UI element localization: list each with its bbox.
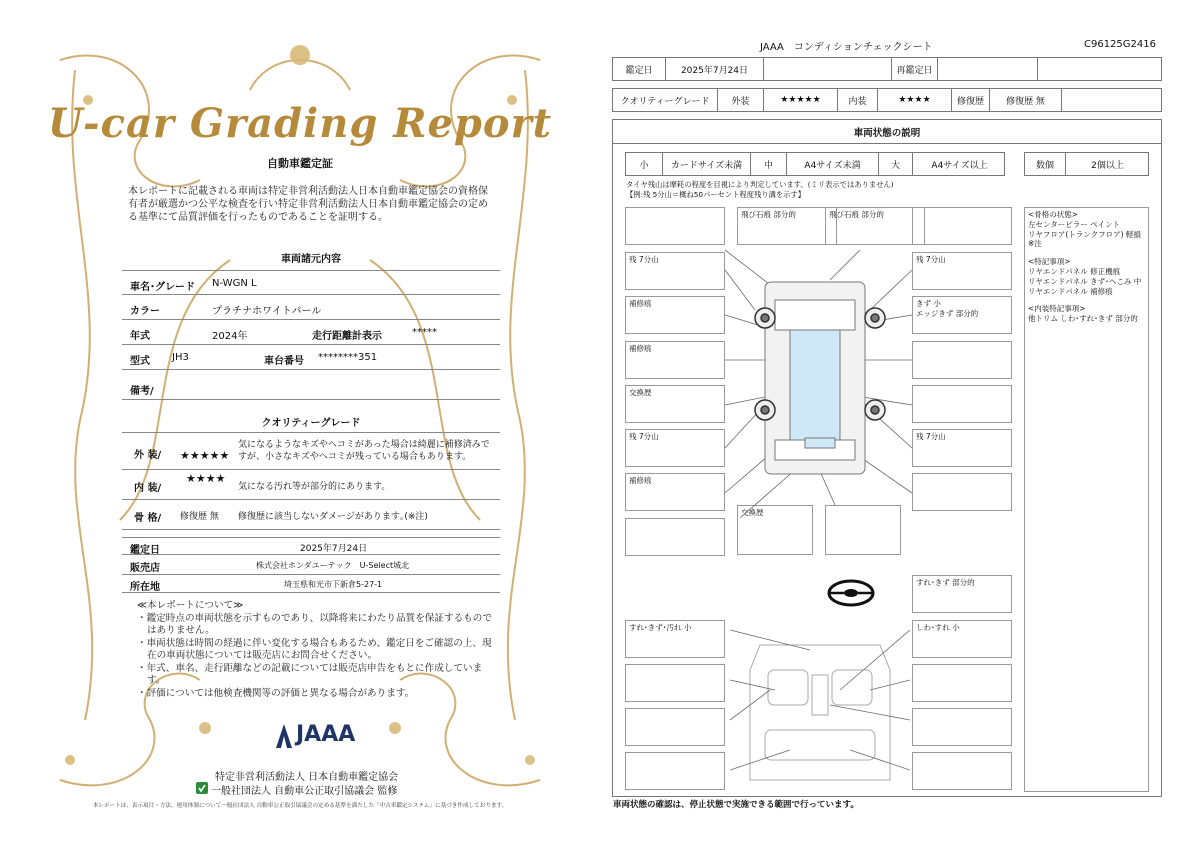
special-notes-box: [1024, 207, 1149, 792]
row-frame: [122, 500, 500, 530]
jaaa-logo-icon: [274, 722, 294, 750]
row-date: [122, 537, 500, 555]
sheet-footer: 車両状態の確認は、停止状態で実施できる範囲で行っています。: [613, 800, 859, 810]
value-mileage: *****: [412, 327, 437, 338]
label-ext: 外装: [717, 89, 763, 111]
row-interior: [122, 470, 500, 500]
size-small: 小: [639, 160, 649, 171]
value-redate: [937, 58, 1037, 80]
ext-box-r2: 残 7分山: [912, 252, 1012, 290]
size-legend: [625, 152, 1005, 176]
car-interior-diagram: [730, 630, 910, 790]
int-box-l3: [625, 708, 725, 746]
value-color: プラチナホワイトパール: [212, 306, 322, 317]
note-line: ※注: [1028, 239, 1042, 249]
label-color: カラー: [130, 306, 160, 317]
empty-cell: [1061, 89, 1163, 111]
value-repair: 修復歴 無: [989, 89, 1061, 111]
label-model: 型式: [130, 356, 150, 367]
label-redate: 再鑑定日: [891, 58, 937, 80]
int-box-steering: すれ･きず 部分的: [912, 575, 1012, 613]
value-car-name: N-WGN L: [212, 278, 257, 289]
value-model: JH3: [172, 352, 189, 363]
ext-box-b2: 交換歴: [737, 505, 813, 555]
label-quality: クオリティーグレード: [620, 96, 710, 107]
ext-box-l6: 残 7分山: [625, 429, 725, 467]
int-box-r2: [912, 664, 1012, 702]
date-row: [612, 57, 1162, 81]
sheet-code: C96125G2416: [1084, 39, 1156, 50]
label-interior: 内 装/: [134, 483, 162, 494]
empty-cell: [763, 58, 891, 80]
row-color: [122, 295, 500, 320]
label-address: 所在地: [130, 582, 160, 593]
tire-note-2: 【例:残 5分山＝概ね50パーセント程度残り溝を示す】: [626, 190, 806, 199]
ext-box-top3: 飛び石痕 部分的: [825, 207, 925, 245]
ext-box-r3: きず 小 エッジきず 部分的: [912, 296, 1012, 334]
ext-box-top2: 飛び石痕 部分的: [737, 207, 837, 245]
size-large-desc: A4サイズ以上: [912, 153, 1006, 175]
note-line: 左センターピラー ペイント: [1028, 219, 1121, 229]
org-name-1: 特定非営利活動法人 日本自動車鑑定協会: [215, 772, 399, 783]
sheet-title: JAAA コンディションチェックシート: [760, 42, 933, 53]
label-car-name: 車名･グレード: [130, 282, 195, 293]
notes-heading: ≪本レポートについて≫: [137, 600, 244, 611]
interior-stars: ★★★★: [186, 472, 226, 485]
row-car-name: [122, 270, 500, 295]
value-chassis: ********351: [318, 352, 378, 363]
note-item: ・評価については他検査機関等の評価と異なる場合があります。: [137, 687, 415, 699]
value-date: 2025年7月24日: [300, 544, 368, 554]
quality-row: [612, 88, 1162, 112]
ext-box-l3: 補修痕: [625, 296, 725, 334]
ext-box-l5: 交換歴: [625, 385, 725, 423]
int-box-r3: [912, 708, 1012, 746]
row-year: [122, 320, 500, 345]
row-exterior: [122, 432, 500, 470]
row-model: [122, 345, 500, 370]
certificate-intro: 本レポートに記載される車両は特定非営利活動法人日本自動車鑑定協会の資格保有者が厳選かつ公平な検査を行い特定非営利活動法人日本自動車鑑定協会の定める基準にて品質評価を行ったものであることを証明する。: [128, 186, 488, 223]
label-frame: 骨 格/: [134, 513, 162, 524]
logo-title: U-car Grading Report: [47, 100, 553, 147]
ext-stars: ★★★★★: [763, 89, 837, 111]
note-line: リヤフロア(トランクフロア) 軽損: [1028, 229, 1141, 239]
exterior-stars: ★★★★★: [180, 449, 230, 462]
label-chassis: 車台番号: [264, 356, 304, 367]
note-line: <内装特記事項>: [1028, 304, 1086, 314]
row-dealer: [122, 555, 500, 575]
org-name-2: 一般社団法人 自動車公正取引協議会 監修: [211, 786, 398, 797]
frame-note: 修復歴に該当しないダメージがあります｡(※注): [238, 512, 428, 522]
interior-note: 気になる汚れ等が部分的にあります。: [238, 482, 391, 492]
size-mid: 中: [750, 153, 786, 175]
row-address: [122, 575, 500, 593]
note-spacer: [1028, 249, 1145, 257]
value-sheet-date: 2025年7月24日: [665, 58, 763, 80]
label-mileage: 走行距離計表示: [312, 331, 382, 342]
steering-wheel-icon: [826, 578, 876, 608]
quality-heading: クオリティーグレード: [261, 418, 361, 429]
note-line: リヤエンドパネル 補修痕: [1028, 286, 1113, 296]
count-legend: [1024, 152, 1149, 176]
ext-box-l2: 残 7分山: [625, 252, 725, 290]
label-date: 鑑定日: [130, 545, 160, 556]
size-large: 大: [878, 153, 912, 175]
note-line: リヤエンドパネル きず･へこみ 中: [1028, 276, 1142, 286]
label-sheet-date: 鑑定日: [625, 65, 653, 76]
size-small-desc: カードサイズ未満: [662, 153, 750, 175]
value-frame: 修復歴 無: [180, 512, 219, 522]
int-box-r1: しわ･すれ 小: [912, 620, 1012, 658]
int-box-l1: すれ･きず･汚れ 小: [625, 620, 725, 658]
note-line: リヤエンドパネル 修正機痕: [1028, 266, 1121, 276]
fair-trade-mark-icon: [196, 782, 208, 794]
exterior-note: 気になるようなキズやヘコミがあった場合は綺麗に補修済みですが、小さなキズやヘコミが残っている場合もあります。: [238, 440, 490, 462]
report-notes: [137, 600, 497, 700]
ext-box-r6: 残 7分山: [912, 429, 1012, 467]
label-remarks: 備考/: [130, 386, 154, 397]
label-int: 内装: [837, 89, 877, 111]
size-mid-desc: A4サイズ未満: [786, 153, 878, 175]
note-item: ・鑑定時点の車両状態を示すものであり、以降将来にわたり品質を保証するものではありません。: [137, 612, 492, 636]
label-year: 年式: [130, 331, 150, 342]
state-heading: 車両状態の説明: [613, 120, 1161, 144]
int-box-l4: [625, 752, 725, 790]
note-line: 他トリム しわ･すれ･きず 部分的: [1028, 314, 1138, 324]
car-exterior-diagram: [600, 200, 1020, 560]
empty-cell: [1037, 58, 1163, 80]
jaaa-brand: JAAA: [296, 722, 356, 747]
label-exterior: 外 装/: [134, 450, 162, 461]
label-repair: 修復歴: [951, 89, 989, 111]
value-address: 埼玉県和光市下新倉5-27-1: [284, 580, 383, 589]
value-year: 2024年: [212, 331, 248, 342]
ext-box-l7: 補修痕: [625, 473, 725, 511]
certificate-subtitle: 自動車鑑定証: [267, 157, 333, 170]
specs-heading: 車両諸元内容: [281, 254, 341, 265]
note-item: ・車両状態は時間の経過に伴い変化する場合もあるため、鑑定日をご確認の上、現在の車両状態については販売店にお問合せください。: [137, 637, 492, 661]
int-stars: ★★★★: [877, 89, 951, 111]
tire-note-1: タイヤ残山は摩耗の程度を目視により判定しています。(ミリ表示ではありません): [626, 180, 894, 189]
fine-print: 本レポートは、表示項目・方法、運用体制について一般社団法人 自動車公正取引協議会の定める基準を満たした「中古車鑑定システム」に基づき作成しております。: [92, 803, 508, 809]
int-box-r4: [912, 752, 1012, 790]
row-remarks: [122, 370, 500, 400]
int-box-l2: [625, 664, 725, 702]
note-line: <特記事項>: [1028, 257, 1071, 267]
label-dealer: 販売店: [130, 563, 160, 574]
count-desc: 2個以上: [1065, 153, 1149, 175]
note-item: ・年式、車名、走行距離などの記載については販売店申告をもとに作成しています。: [137, 662, 483, 686]
count-label: 数個: [1035, 160, 1054, 171]
value-dealer: 株式会社ホンダユーテック U-Select城北: [256, 561, 410, 570]
note-line: <骨格の状態>: [1028, 210, 1079, 219]
ext-box-l4: 補修痕: [625, 341, 725, 379]
